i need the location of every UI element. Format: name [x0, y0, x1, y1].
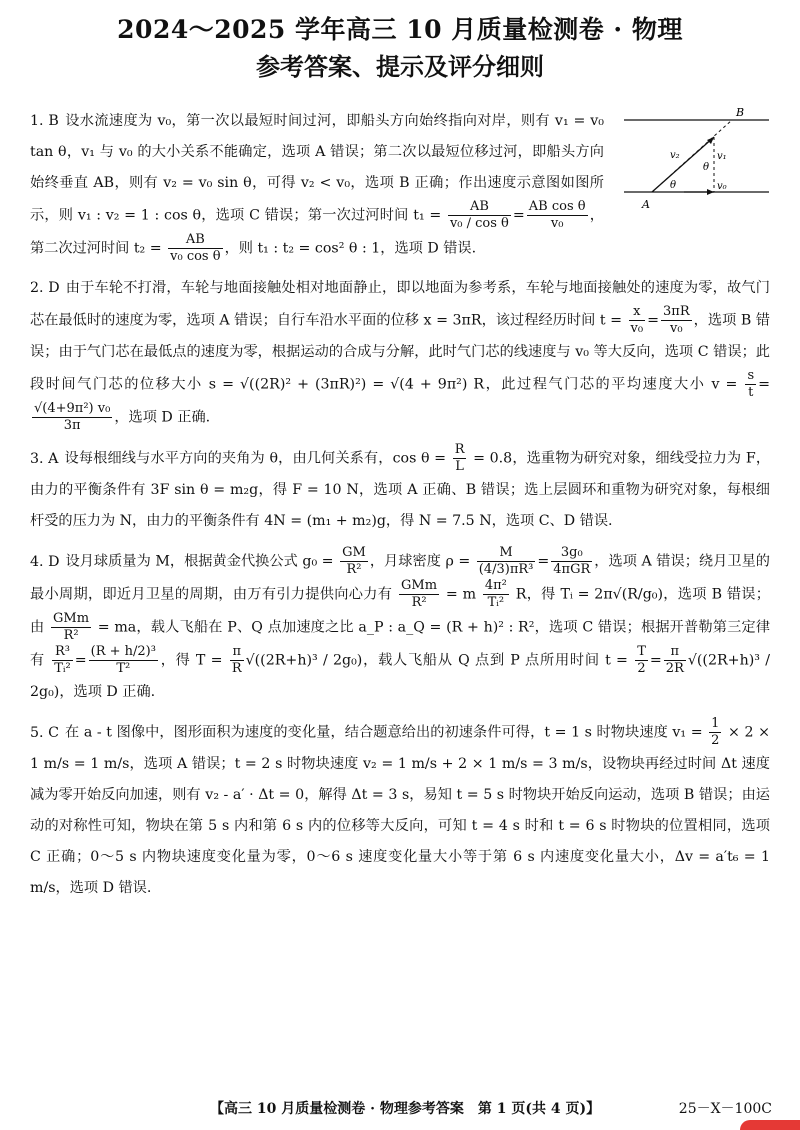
- answer-item-2: 2. D 由于车轮不打滑，车轮与地面接触处相对地面静止，即以地面为参考系，车轮与地面接触处的速度为零，故气门芯在最低时的速度为零，选项 A 错误；自行车沿水平面的位移 x = 3πR，该过程经历时间 t = $\frac{x}{\text{v₀}}$ = $\frac{3\pi R}{\text{v₀}}$ ，选项 B 错误；由于气门芯在最低点的速度为零，根据运动的合成与分解，此时气门芯的线速度与 v₀ 等大反向，选项 C 错误；此段时间气门芯的位移大小 s = √((2R)² + (3πR)²) = √(4 + 9π²) R，此过程气门芯的平均速度大小 v = $\frac{s}{t}$ = $\frac{\text{√(4+9π²) v₀}}{3\pi}$ ，选项 D 正确.: [30, 280, 770, 433]
- answer-number: 2. D: [30, 280, 60, 296]
- velocity-diagram: [614, 102, 774, 214]
- fraction: $\frac{\text{(R + h/2)³}}{\text{T²}}$: [90, 644, 156, 676]
- answer-list: [30, 106, 770, 912]
- fraction: $\frac{\text{R³}}{\text{Tᵢ²}}$: [54, 644, 71, 676]
- answer-text: × 2 × 1 m/s = 1 m/s，选项 A 错误；t = 2 s 时物块速度 v₂ = 1 m/s + 2 × 1 m/s = 3 m/s，设物块再经过时间 Δt 速度减为零开始反向加速，则有 v₂ - a′ · Δt = 0，解得 Δt = 3 s，易知 t = 5 s 时物块开始反向运动，选项 B 错误；由运动的对称性可知，物块在第 5 s 内和第 6 s 内的位移等大反向，可知 t = 4 s 时和 t = 6 s 时物块的位置相同，选项 C 正确；0～5 s 内物块速度变化量为零，0～6 s 速度变化量大小等于第 6 s 内速度变化量大小，Δv = a′t₆ = 1 m/s，选项 D 错误.: [30, 724, 770, 896]
- fraction: $\frac{\text{3g₀}}{\text{4πGR}}$: [553, 545, 591, 577]
- fraction: $\frac{\text{4π²}}{\text{Tᵢ²}}$: [484, 578, 507, 610]
- answer-item-4: 4. D 设月球质量为 M，根据黄金代换公式 g₀ = $\frac{GM}{\text{R²}}$ ，月球密度 ρ = $\frac{M}{\text{(4/3)πR³}}$ = $\frac{\text{3g₀}}{\text{4πGR}}$ ，选项 A 错误；绕月卫星的最小周期，即近月卫星的周期，由万有引力提供向心力有 $\frac{\text{GMm}}{\text{R²}}$ = m $\frac{\text{4π²}}{\text{Tᵢ²}}$ R，得 Tᵢ = 2π√(R/g₀)，选项 B 错误；由 $\frac{\text{GMm}}{\text{R²}}$ = ma，载人飞船在 P、Q 点加速度之比 a_P : a_Q = (R + h)² : R²，选项 C 错误；根据开普勒第三定律有 $\frac{\text{R³}}{\text{Tᵢ²}}$ = $\frac{\text{(R + h/2)³}}{\text{T²}}$ ，得 T = $\frac{\pi}{R}$ √((2R+h)³ / 2g₀)，载人飞船从 Q 点到 P 点所用时间 t = $\frac{T}{2}$ = $\frac{\pi}{2R}$ √((2R+h)³ / 2g₀)，选项 D 正确.: [30, 545, 771, 700]
- fraction: $\frac{AB}{\text{v₀ / cos θ}}$: [449, 199, 509, 231]
- answer-text: ，得 T =: [159, 652, 228, 669]
- fraction: $\frac{\text{AB cos θ}}{\text{v₀}}$: [528, 199, 586, 231]
- corner-mark: [740, 1120, 800, 1130]
- answer-text: 由于车轮不打滑，车轮与地面接触处相对地面静止，即以地面为参考系，车轮与地面接触处的速度为零，故气门芯在最低时的速度为零，选项 A 错误；自行车沿水平面的位移 x = 3πR，该过程经历时间 t =: [30, 280, 770, 329]
- answer-text: ，则 t₁ : t₂ = cos² θ : 1，选项 D 错误.: [224, 240, 477, 257]
- answer-text: 设月球质量为 M，根据黄金代换公式 g₀ =: [65, 553, 339, 570]
- answer-number: 3. A: [30, 450, 59, 467]
- diagram-label-v0: v₀: [717, 181, 727, 192]
- answer-number: 4. D: [30, 553, 60, 570]
- answer-text: ，载人飞船从 Q 点到 P 点所用时间 t =: [362, 652, 634, 669]
- answer-text: 设水流速度为 v₀，第一次以最短时间过河，即船头方向始终指向对岸，则有 v₁ = v₀ tan θ，v₁ 与 v₀ 的大小关系不能确定，选项 A 错误；第二次以最短位移过河，即船头方向始终垂直 AB，则有 v₂ = v₀ sin θ，可得 v₂ < v₀，选项 B 正确；作出速度示意图如图所示，则 v₁ : v₂ = 1 : cos θ，选项 C 错误；第一次过河时间 t₁ =: [30, 113, 604, 224]
- answer-text: ，月球密度 ρ =: [369, 553, 475, 570]
- fraction: $\frac{\pi}{R}$: [231, 644, 242, 676]
- fraction: $\frac{AB}{\text{v₀ cos θ}}$: [170, 232, 221, 264]
- page-subtitle: 参考答案、提示及评分细则: [256, 52, 544, 81]
- answer-item-1: B A v₁ v₂ v₀ θ θ 1. B 设水流速度为 v₀，第一次以最短时间过河，即船头方向始终指向对岸，则有 v₁ = v₀ tan θ，v₁ 与 v₀ 的大小关系不能确定，选项 A 错误；第二次以最短位移过河，即船头方向始终垂直 AB，则有 v₂ = v₀ sin θ，可得 v₂ < v₀，选项 B 正确；作出速度示意图如图所示，则 v₁ : v₂ = 1 : cos θ，选项 C 错误；第一次过河时间 t₁ = $\frac{AB}{\text{v₀ / cos θ}}$ = $\frac{\text{AB cos θ}}{\text{v₀}}$ ，第二次过河时间 t₂ = $\frac{AB}{\text{v₀ cos θ}}$ ，则 t₁ : t₂ = cos² θ : 1，选项 D 错误.: [30, 106, 770, 265]
- diagram-label-v1: v₁: [717, 151, 727, 162]
- answer-item-3: [30, 442, 770, 537]
- fraction: $\frac{s}{t}$: [747, 368, 755, 400]
- answer-text: ，选项 A 错误；绕月卫星的最小周期，即近月卫星的周期，由万有引力提供向心力有: [30, 553, 770, 603]
- diagram-label-b: B: [736, 106, 745, 119]
- diagram-label-theta: θ: [670, 180, 677, 191]
- fraction: $\frac{T}{2}$: [637, 644, 646, 676]
- answer-text: = 0.8，选重物为研究对象，细线受拉力为 F，由力的平衡条件有 3F sin θ = m₂g，得 F = 10 N，选项 A 正确、B 错误；选上层圆环和重物为研究对象，每根细杆受的压力为 N，由力的平衡条件有 4N = (m₁ + m₂)g，得 N = 7.5 N，选项 C、D 错误.: [30, 450, 771, 529]
- answer-text: ，选项 D 正确.: [59, 684, 156, 700]
- footer-page-info: 【高三 10 月质量检测卷 · 物理参考答案 第 1 页(共 4 页)】: [210, 1101, 601, 1117]
- page-footer: [0, 1096, 800, 1120]
- diagram-label-v2: v₂: [670, 150, 680, 161]
- answer-item-5: [30, 716, 770, 904]
- fraction: $\frac{\text{GMm}}{\text{R²}}$: [401, 578, 438, 610]
- answer-text: ，选项 D 正确.: [114, 409, 211, 426]
- fraction: $\frac{R}{L}$: [454, 442, 465, 474]
- fraction: $\frac{GM}{\text{R²}}$: [342, 545, 366, 577]
- answer-text: ，第二次过河时间 t₂ =: [30, 207, 604, 257]
- fraction: $\frac{\text{√(4+9π²) v₀}}{3\pi}$: [34, 401, 111, 433]
- fraction: $\frac{3\pi R}{\text{v₀}}$: [663, 304, 690, 336]
- fraction: $\frac{x}{\text{v₀}}$: [630, 304, 644, 336]
- fraction: $\frac{\text{GMm}}{\text{R²}}$: [53, 611, 90, 643]
- answer-text: 设每根细线与水平方向的夹角为 θ，由几何关系有，cos θ =: [64, 450, 451, 467]
- footer-code: 25－X－100C: [678, 1101, 772, 1117]
- answer-number: 1. B: [30, 113, 59, 129]
- fraction: $\frac{\pi}{2R}$: [665, 644, 684, 676]
- fraction: $\frac{M}{\text{(4/3)πR³}}$: [478, 545, 534, 577]
- answer-number: 5. C: [30, 724, 59, 741]
- diagram-label-theta-2: θ: [703, 162, 710, 173]
- answer-text: ，选项 B 错误；由于气门芯在最低点的速度为零，根据运动的合成与分解，此时气门芯的线速度与 v₀ 等大反向，选项 C 错误；此段时间气门芯的位移大小 s = √((2R)² + (3πR)²) = √(4 + 9π²) R，此过程气门芯的平均速度大小 v =: [30, 312, 770, 393]
- page-title: 2024～2025 学年高三 10 月质量检测卷 · 物理: [117, 15, 683, 44]
- answer-text: ，得 Tᵢ = 2π√(R/g₀)，选项 B 错误；由: [30, 586, 770, 636]
- diagram-label-a: A: [642, 198, 650, 211]
- sqrt-expression: √((2R+h)³ / 2g₀): [245, 652, 363, 669]
- answer-text: 在 a - t 图像中，图形面积为速度的变化量，结合题意给出的初速条件可得，t = 1 s 时物块速度 v₁ =: [64, 724, 708, 741]
- fraction: $\frac{1}{2}$: [711, 716, 720, 748]
- sqrt-expression: √((2R+h)³ / 2g₀): [30, 652, 770, 700]
- answer-text: = ma，载人飞船在 P、Q 点加速度之比 a_P : a_Q = (R + h)² : R²，选项 C 错误；根据开普勒第三定律有: [30, 619, 771, 669]
